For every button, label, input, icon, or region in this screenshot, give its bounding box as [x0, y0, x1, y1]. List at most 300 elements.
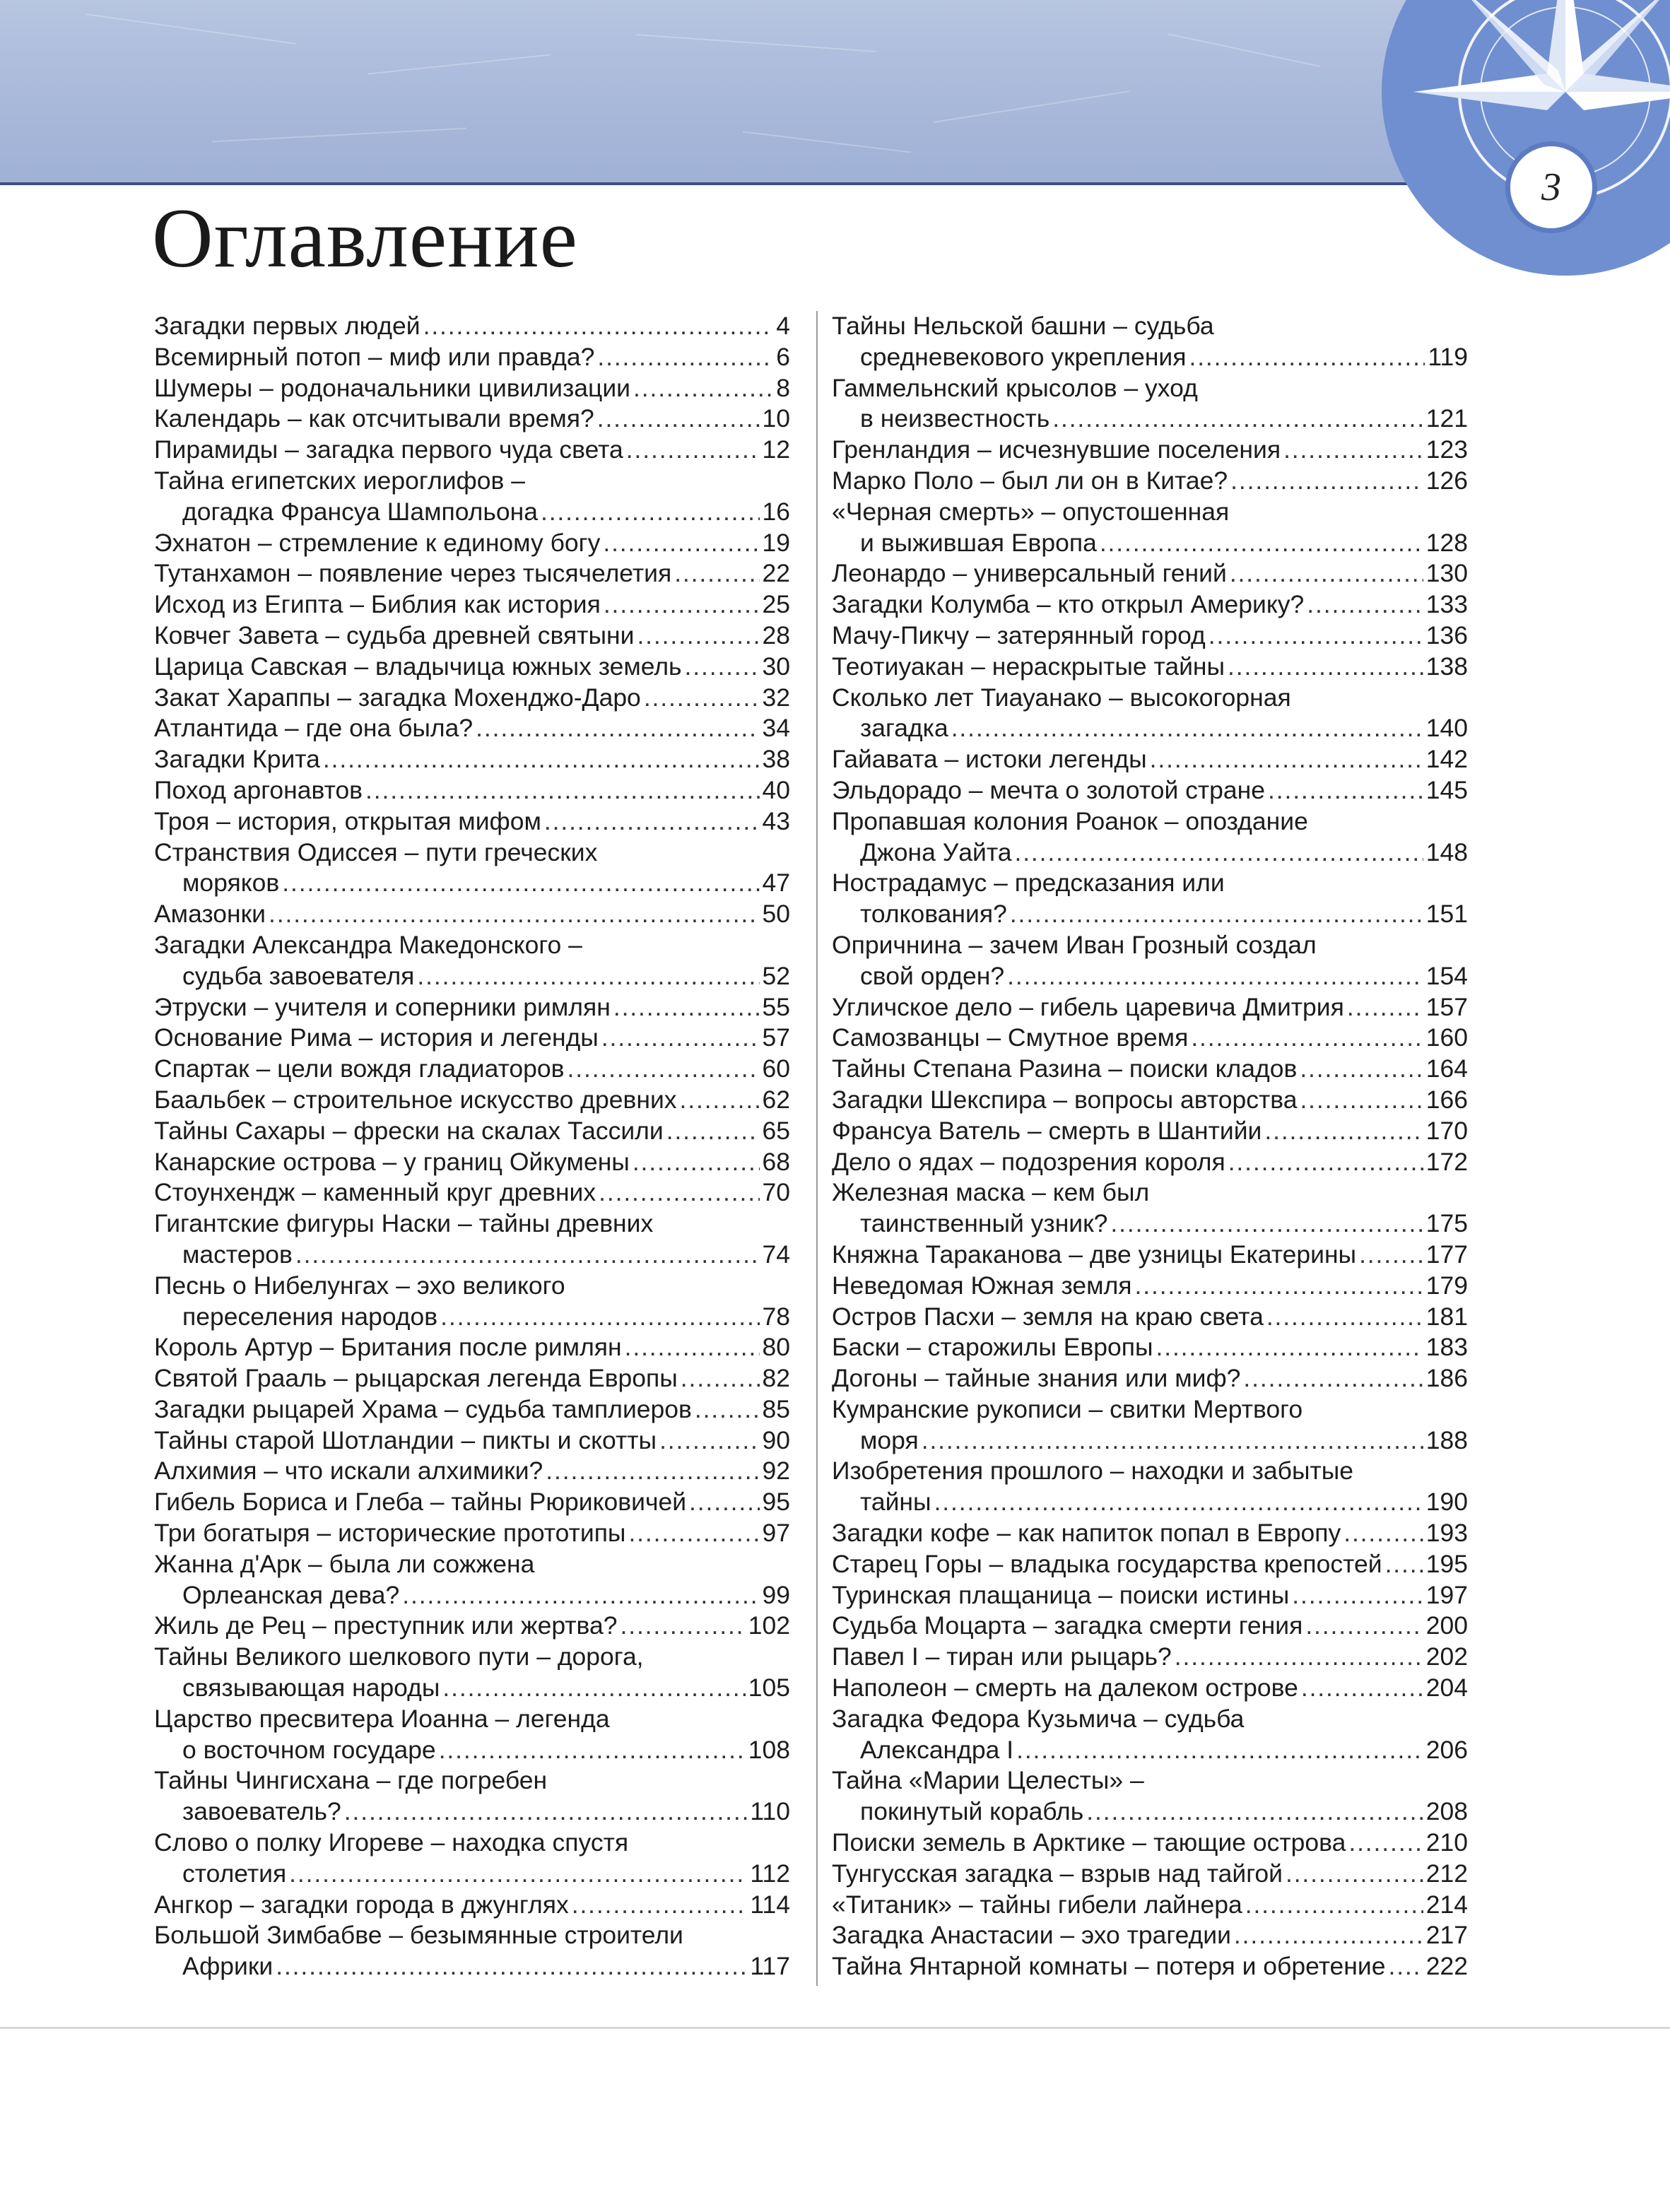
toc-entry-title: о восточном государе — [182, 1735, 436, 1764]
toc-entry-title-line: Железная маска – кем был — [832, 1178, 1150, 1207]
toc-entry[interactable] — [154, 620, 790, 652]
toc-entry-page: 208 — [1425, 1797, 1468, 1826]
toc-entry[interactable] — [832, 1054, 1468, 1085]
toc-entry-title-line: Нострадамус – предсказания или — [832, 869, 1225, 898]
toc-entry[interactable] — [832, 1456, 1468, 1518]
dot-leader — [659, 1425, 759, 1457]
toc-entry-page: 85 — [762, 1394, 790, 1423]
toc-entry-title: Шумеры – родоначальники цивилизации — [154, 373, 631, 402]
dot-leader — [1245, 1890, 1423, 1921]
toc-entry-title: Исход из Египта – Библия как история — [154, 590, 601, 619]
dot-leader — [628, 1518, 759, 1549]
toc-entry-page: 92 — [762, 1457, 790, 1486]
toc-entry-page: 55 — [762, 992, 790, 1021]
toc-entry-title: Гайавата – истоки легенды — [832, 745, 1147, 774]
toc-entry-title: Спартак – цели вождя гладиаторов — [154, 1054, 565, 1083]
toc-entry-title-line: Опричнина – зачем Иван Грозный создал — [832, 930, 1317, 959]
toc-entry[interactable] — [154, 1147, 790, 1178]
dot-leader — [1150, 744, 1423, 775]
toc-entry[interactable] — [832, 1580, 1468, 1611]
toc-entry[interactable] — [154, 1890, 790, 1921]
toc-entry[interactable] — [154, 1332, 790, 1363]
toc-entry-page: 68 — [762, 1147, 790, 1176]
toc-entry-title: Календарь – как отсчитывали время? — [154, 404, 594, 433]
toc-entry-page: 206 — [1425, 1735, 1468, 1764]
toc-entry-page: 22 — [762, 559, 790, 588]
toc-entry[interactable] — [832, 497, 1468, 559]
bottom-rule — [0, 2027, 1670, 2029]
toc-entry-title: Марко Поло – был ли он в Китае? — [832, 466, 1228, 495]
toc-entry-page: 4 — [776, 312, 790, 340]
toc-entry[interactable] — [832, 744, 1468, 775]
toc-entry[interactable] — [832, 1890, 1468, 1921]
toc-entry[interactable] — [832, 1023, 1468, 1054]
dot-leader — [637, 620, 759, 652]
toc-entry-page: 6 — [776, 342, 790, 371]
toc-entry-title: Жиль де Рец – преступник или жертва? — [154, 1611, 618, 1640]
toc-entry-page: 99 — [762, 1580, 790, 1609]
toc-entry-title-line: Странствия Одиссея – пути греческих — [154, 837, 598, 866]
toc-entry[interactable] — [832, 1518, 1468, 1549]
toc-entry-title: Старец Горы – владыка государства крепостей — [832, 1549, 1382, 1578]
toc-entry-page: 12 — [762, 435, 790, 464]
toc-entry[interactable] — [832, 806, 1468, 869]
toc-entry[interactable] — [832, 558, 1468, 589]
toc-entry-title-line: «Черная смерть» – опустошенная — [832, 497, 1230, 526]
toc-entry-title-line: Тайны Чингисхана – где погребен — [154, 1766, 548, 1795]
toc-entry-title: Загадки Шекспира – вопросы авторства — [832, 1085, 1298, 1114]
compass-rose-icon — [1382, 0, 1670, 276]
dot-leader — [934, 1487, 1423, 1518]
toc-entry[interactable] — [154, 1208, 790, 1271]
toc-entry[interactable] — [154, 311, 790, 342]
toc-entry[interactable] — [154, 1456, 790, 1487]
dot-leader — [546, 1456, 759, 1487]
toc-entry-page: 105 — [748, 1673, 790, 1702]
toc-entry[interactable] — [832, 1673, 1468, 1704]
dot-leader — [1135, 1271, 1423, 1302]
dot-leader — [439, 1735, 746, 1766]
toc-entry[interactable] — [154, 744, 790, 775]
toc-entry[interactable] — [154, 373, 790, 404]
toc-entry-page: 172 — [1425, 1147, 1468, 1176]
dot-leader — [1300, 1054, 1423, 1085]
toc-entry-page: 202 — [1425, 1642, 1468, 1671]
toc-entry[interactable] — [154, 1054, 790, 1085]
toc-entry[interactable] — [154, 775, 790, 806]
toc-entry[interactable] — [832, 435, 1468, 466]
toc-entry[interactable] — [154, 558, 790, 589]
dot-leader — [1228, 1147, 1423, 1178]
dot-leader — [1348, 1828, 1423, 1859]
toc-right-column — [832, 311, 1468, 1982]
toc-entry[interactable] — [832, 1302, 1468, 1333]
toc-entry-page: 60 — [762, 1054, 790, 1083]
toc-entry[interactable] — [154, 1920, 790, 1982]
toc-entry[interactable] — [832, 1240, 1468, 1271]
toc-entry-page: 114 — [750, 1890, 790, 1919]
page-number — [1505, 141, 1597, 233]
toc-entry[interactable] — [832, 589, 1468, 620]
toc-entry-page: 108 — [748, 1735, 790, 1764]
toc-entry-title-line: Песнь о Нибелунгах – эхо великого — [154, 1271, 565, 1300]
dot-leader — [1268, 775, 1423, 806]
toc-entry-page: 217 — [1425, 1921, 1468, 1950]
dot-leader — [1292, 1580, 1423, 1611]
toc-entry[interactable] — [154, 1828, 790, 1890]
toc-entry-page: 188 — [1425, 1425, 1468, 1454]
toc-entry-page: 62 — [762, 1085, 790, 1114]
toc-entry-title: связывающая народы — [182, 1673, 440, 1702]
toc-entry[interactable] — [832, 1920, 1468, 1951]
toc-entry-title: Дело о ядах – подозрения короля — [832, 1147, 1225, 1176]
toc-entry-title: Святой Грааль – рыцарская легенда Европы — [154, 1364, 678, 1393]
toc-entry-title: Канарские острова – у границ Ойкумены — [154, 1147, 630, 1176]
toc-entry-title: «Титаник» – тайны гибели лайнера — [832, 1890, 1242, 1919]
toc-entry-page: 154 — [1425, 961, 1468, 990]
toc-entry-title: переселения народов — [182, 1302, 438, 1331]
toc-entry-page: 183 — [1425, 1333, 1468, 1362]
toc-entry-page: 117 — [750, 1952, 790, 1981]
toc-entry-title: Княжна Тараканова – две узницы Екатерины — [832, 1240, 1357, 1269]
toc-entry-title-line: Пропавшая колония Роанок – опоздание — [832, 806, 1308, 835]
toc-entry[interactable] — [832, 1765, 1468, 1828]
dot-leader — [1286, 1859, 1423, 1890]
toc-entry-page: 95 — [762, 1488, 790, 1517]
toc-entry-page: 151 — [1425, 900, 1468, 929]
dot-leader — [922, 1425, 1423, 1457]
toc-entry-page: 97 — [762, 1519, 790, 1548]
dot-leader — [1243, 1363, 1423, 1394]
toc-entry-title: загадка — [860, 714, 948, 743]
toc-entry-title: Франсуа Ватель – смерть в Шантийи — [832, 1116, 1262, 1145]
dot-leader — [1264, 1116, 1423, 1147]
toc-entry-title: Загадки Колумба – кто открыл Америку? — [832, 590, 1305, 619]
dot-leader — [1228, 652, 1423, 683]
toc-entry[interactable] — [154, 899, 790, 930]
toc-entry-title-line: Тайна египетских иероглифов – — [154, 466, 525, 495]
toc-entry[interactable] — [832, 683, 1468, 745]
dot-leader — [1014, 837, 1423, 869]
toc-entry[interactable] — [154, 713, 790, 744]
toc-entry[interactable] — [154, 1642, 790, 1704]
toc-entry-title: Судьба Моцарта – загадка смерти гения — [832, 1611, 1303, 1640]
toc-entry[interactable] — [154, 435, 790, 466]
toc-entry-title-line: Большой Зимбабве – безымянные строители — [154, 1921, 683, 1950]
dot-leader — [680, 1085, 760, 1116]
dot-leader — [417, 961, 759, 992]
toc-entry-title: Баальбек – строительное искусство древних — [154, 1085, 677, 1114]
toc-entry-title: Царица Савская – владычица южных земель — [154, 652, 682, 681]
toc-entry-title: Три богатыря – исторические прототипы — [154, 1519, 626, 1548]
dot-leader — [276, 1951, 747, 1982]
dot-leader — [599, 1177, 759, 1208]
toc-entry-page: 148 — [1425, 837, 1468, 866]
toc-entry[interactable] — [154, 683, 790, 714]
toc-entry[interactable] — [832, 868, 1468, 930]
toc-entry-page: 50 — [762, 900, 790, 929]
toc-entry-page: 90 — [762, 1425, 790, 1454]
dot-leader — [621, 1611, 746, 1642]
toc-entry[interactable] — [832, 1271, 1468, 1302]
toc-entry[interactable] — [154, 1704, 790, 1766]
toc-entry-page: 52 — [762, 961, 790, 990]
toc-entry-title: Теотиуакан – нераскрытые тайны — [832, 652, 1225, 681]
toc-entry-page: 47 — [762, 869, 790, 898]
toc-entry-title: Орлеанская дева? — [182, 1580, 400, 1609]
toc-entry[interactable] — [154, 1518, 790, 1549]
toc-entry-page: 119 — [1428, 342, 1468, 371]
dot-leader — [365, 775, 759, 806]
dot-leader — [633, 373, 773, 404]
toc-entry[interactable] — [154, 1271, 790, 1333]
page-number-text: 3 — [1541, 165, 1561, 209]
dot-leader — [666, 1116, 760, 1147]
toc-entry-title-line: Царство пресвитера Иоанна – легенда — [154, 1704, 610, 1733]
dot-leader — [1086, 1796, 1423, 1828]
toc-entry[interactable] — [154, 1765, 790, 1828]
toc-entry-title: Тайны старой Шотландии – пикты и скотты — [154, 1425, 657, 1454]
toc-entry-page: 30 — [762, 652, 790, 681]
toc-entry[interactable] — [154, 1425, 790, 1457]
toc-entry-page: 70 — [762, 1178, 790, 1207]
toc-entry-page: 186 — [1425, 1364, 1468, 1393]
dot-leader — [633, 1147, 760, 1178]
dot-leader — [1266, 1302, 1423, 1333]
toc-entry-title-line: Загадка Федора Кузьмича – судьба — [832, 1704, 1245, 1733]
dot-leader — [323, 744, 760, 775]
page-title: Оглавление — [152, 191, 578, 285]
toc-entry[interactable] — [832, 775, 1468, 806]
dot-leader — [689, 1487, 759, 1518]
toc-entry[interactable] — [154, 589, 790, 620]
toc-entry-page: 32 — [762, 683, 790, 712]
toc-entry-page: 212 — [1425, 1859, 1468, 1888]
toc-entry-title-line: Гигантские фигуры Наски – тайны древних — [154, 1209, 654, 1238]
toc-entry[interactable] — [832, 1116, 1468, 1147]
toc-entry-title: Наполеон – смерть на далеком острове — [832, 1673, 1298, 1702]
dot-leader — [1230, 558, 1423, 589]
toc-entry-page: 128 — [1425, 528, 1468, 557]
toc-entry-title-line: Тайны Великого шелкового пути – дорога, — [154, 1642, 644, 1671]
dot-leader — [613, 992, 760, 1023]
toc-entry-title: Загадки рыцарей Храма – судьба тамплиеров — [154, 1394, 692, 1423]
dot-leader — [1359, 1240, 1423, 1271]
dot-leader — [344, 1796, 748, 1828]
toc-entry[interactable] — [154, 1085, 790, 1116]
toc-entry-page: 177 — [1425, 1240, 1468, 1269]
toc-entry-page: 164 — [1425, 1054, 1468, 1083]
toc-entry[interactable] — [832, 1704, 1468, 1766]
toc-entry-title: Пирамиды – загадка первого чуда света — [154, 435, 623, 464]
toc-entry[interactable] — [832, 1147, 1468, 1178]
toc-entry-title: Остров Пасхи – земля на краю света — [832, 1302, 1264, 1331]
dot-leader — [295, 1240, 760, 1271]
toc-entry[interactable] — [154, 652, 790, 683]
toc-entry-title: средневекового укрепления — [860, 342, 1187, 371]
dot-leader — [1189, 342, 1425, 373]
toc-entry[interactable] — [832, 1363, 1468, 1394]
toc-entry-title-line: Кумранские рукописи – свитки Мертвого — [832, 1394, 1303, 1423]
dot-leader — [1234, 1920, 1423, 1951]
dot-leader — [1010, 899, 1423, 930]
toc-entry-title: Ковчег Завета – судьба древней святыни — [154, 620, 635, 649]
toc-entry[interactable] — [832, 466, 1468, 497]
toc-entry-title: мастеров — [182, 1240, 293, 1269]
toc-entry-page: 222 — [1425, 1952, 1468, 1981]
toc-entry-title: Загадка Анастасии – эхо трагедии — [832, 1921, 1231, 1950]
toc-entry-page: 133 — [1425, 590, 1468, 619]
toc-entry-page: 136 — [1425, 620, 1468, 649]
dot-leader — [402, 1580, 759, 1611]
toc-entry[interactable] — [832, 1859, 1468, 1890]
toc-entry-title: Африки — [182, 1952, 274, 1981]
dot-leader — [644, 683, 760, 714]
toc-entry-title: в неизвестность — [860, 404, 1050, 433]
dot-leader — [442, 1673, 745, 1704]
toc-entry-title: Загадки кофе – как напиток попал в Европу — [832, 1519, 1341, 1548]
toc-entry[interactable] — [832, 1642, 1468, 1673]
dot-leader — [282, 868, 759, 899]
dot-leader — [1052, 404, 1423, 435]
toc-entry-title-line: Тайны Нельской башни – судьба — [832, 312, 1214, 340]
dot-leader — [674, 558, 759, 589]
dot-leader — [572, 1890, 748, 1921]
toc-entry-page: 190 — [1425, 1488, 1468, 1517]
toc-entry-page: 145 — [1425, 775, 1468, 804]
toc-entry-title: Тайны Степана Разина – поиски кладов — [832, 1054, 1298, 1083]
dot-leader — [1347, 992, 1423, 1023]
toc-entry[interactable] — [832, 1611, 1468, 1642]
toc-entry-page: 123 — [1425, 435, 1468, 464]
dot-leader — [1300, 1085, 1423, 1116]
toc-entry-page: 140 — [1425, 714, 1468, 743]
dot-leader — [685, 652, 760, 683]
toc-entry[interactable] — [832, 620, 1468, 652]
toc-entry-title: Тайны Сахары – фрески на скалах Тассили — [154, 1116, 664, 1145]
toc-entry-title-line: Изобретения прошлого – находки и забытые — [832, 1457, 1354, 1486]
dot-leader — [603, 528, 759, 559]
toc-entry[interactable] — [154, 404, 790, 435]
toc-entry[interactable] — [832, 652, 1468, 683]
toc-entry-page: 142 — [1425, 745, 1468, 774]
toc-entry-title: Стоунхендж – каменный круг древних — [154, 1178, 596, 1207]
toc-entry[interactable] — [832, 1951, 1468, 1982]
toc-entry-title: Поход аргонавтов — [154, 775, 363, 804]
toc-entry[interactable] — [154, 1611, 790, 1642]
dot-leader — [1230, 466, 1423, 497]
toc-entry-page: 80 — [762, 1333, 790, 1362]
toc-entry-title: Туринская плащаница – поиски истины — [832, 1580, 1290, 1609]
toc-entry-title: догадка Франсуа Шампольона — [182, 497, 538, 526]
toc-entry[interactable] — [154, 1394, 790, 1425]
toc-entry-page: 138 — [1425, 652, 1468, 681]
dot-leader — [1100, 528, 1423, 559]
toc-entry[interactable] — [832, 311, 1468, 373]
toc-entry-title-line: Жанна д'Арк – была ли сожжена — [154, 1549, 535, 1578]
toc-entry[interactable] — [832, 930, 1468, 992]
toc-entry-title: моря — [860, 1425, 919, 1454]
toc-entry-title: Гренландия – исчезнувшие поселения — [832, 435, 1281, 464]
toc-entry-page: 38 — [762, 745, 790, 774]
toc-entry-title: Гибель Бориса и Глеба – тайны Рюриковичей — [154, 1488, 687, 1517]
toc-entry-title: Ангкор – загадки города в джунглях — [154, 1890, 569, 1919]
dot-leader — [1110, 1208, 1423, 1240]
toc-entry-title: Тунгусская загадка – взрыв над тайгой — [832, 1859, 1283, 1888]
toc-entry[interactable] — [832, 1177, 1468, 1240]
toc-entry-title: Загадки первых людей — [154, 312, 421, 340]
toc-entry-title: Атлантида – где она была? — [154, 714, 474, 743]
toc-entry-page: 16 — [762, 497, 790, 526]
toc-entry[interactable] — [832, 992, 1468, 1023]
toc-entry-page: 175 — [1425, 1209, 1468, 1238]
toc-entry-title: Алхимия – что искали алхимики? — [154, 1457, 543, 1486]
toc-entry-page: 200 — [1425, 1611, 1468, 1640]
toc-entry-title: толкования? — [860, 900, 1007, 929]
toc-entry[interactable] — [154, 1023, 790, 1054]
dot-leader — [1385, 1549, 1423, 1580]
toc-entry[interactable] — [832, 1828, 1468, 1859]
dot-leader — [568, 1054, 760, 1085]
toc-entry-page: 65 — [762, 1116, 790, 1145]
dot-leader — [1301, 1673, 1423, 1704]
toc-entry-title: Тайна Янтарной комнаты – потеря и обретение — [832, 1952, 1386, 1981]
toc-entry[interactable] — [154, 837, 790, 900]
dot-leader — [1016, 1735, 1423, 1766]
toc-entry-title: Александра I — [860, 1735, 1014, 1764]
toc-entry-title: Троя – история, открытая мифом — [154, 806, 541, 835]
toc-entry-title: Эльдорадо – мечта о золотой стране — [832, 775, 1266, 804]
toc-entry[interactable] — [154, 930, 790, 992]
dot-leader — [1343, 1518, 1423, 1549]
toc-entry-page: 170 — [1425, 1116, 1468, 1145]
toc-entry-page: 8 — [776, 373, 790, 402]
toc-entry-page: 166 — [1425, 1085, 1468, 1114]
dot-leader — [695, 1394, 760, 1425]
toc-entry[interactable] — [154, 1549, 790, 1611]
toc-entry[interactable] — [832, 1332, 1468, 1363]
toc-entry[interactable] — [832, 1394, 1468, 1457]
toc-entry[interactable] — [832, 1549, 1468, 1580]
toc-entry[interactable] — [154, 1363, 790, 1394]
toc-entry[interactable] — [154, 1177, 790, 1208]
dot-leader — [625, 1332, 760, 1363]
toc-entry-title-line: Сколько лет Тиауанако – высокогорная — [832, 683, 1291, 712]
toc-entry[interactable] — [154, 806, 790, 837]
toc-entry[interactable] — [154, 1487, 790, 1518]
toc-entry-title: Джона Уайта — [860, 837, 1012, 866]
toc-entry-page: 126 — [1425, 466, 1468, 495]
toc-entry-page: 179 — [1425, 1271, 1468, 1300]
toc-entry[interactable] — [832, 373, 1468, 435]
toc-entry[interactable] — [154, 342, 790, 373]
toc-entry-title-line: Загадки Александра Македонского – — [154, 930, 582, 959]
toc-entry-page: 19 — [762, 528, 790, 557]
toc-entry[interactable] — [154, 528, 790, 559]
dot-leader — [440, 1302, 759, 1333]
toc-entry-title: Закат Хараппы – загадка Мохенджо-Даро — [154, 683, 641, 712]
toc-entry-title: Самозванцы – Смутное время — [832, 1023, 1189, 1052]
toc-entry[interactable] — [154, 1116, 790, 1147]
toc-entry-title: Поиски земель в Арктике – тающие острова — [832, 1828, 1346, 1857]
toc-entry[interactable] — [832, 1085, 1468, 1116]
toc-entry-title: покинутый корабль — [860, 1797, 1084, 1826]
toc-entry[interactable] — [154, 992, 790, 1023]
toc-entry[interactable] — [154, 466, 790, 528]
toc-entry-title: свой орден? — [860, 961, 1005, 990]
toc-entry-title: Догоны – тайные знания или миф? — [832, 1364, 1241, 1393]
dot-leader — [626, 435, 760, 466]
